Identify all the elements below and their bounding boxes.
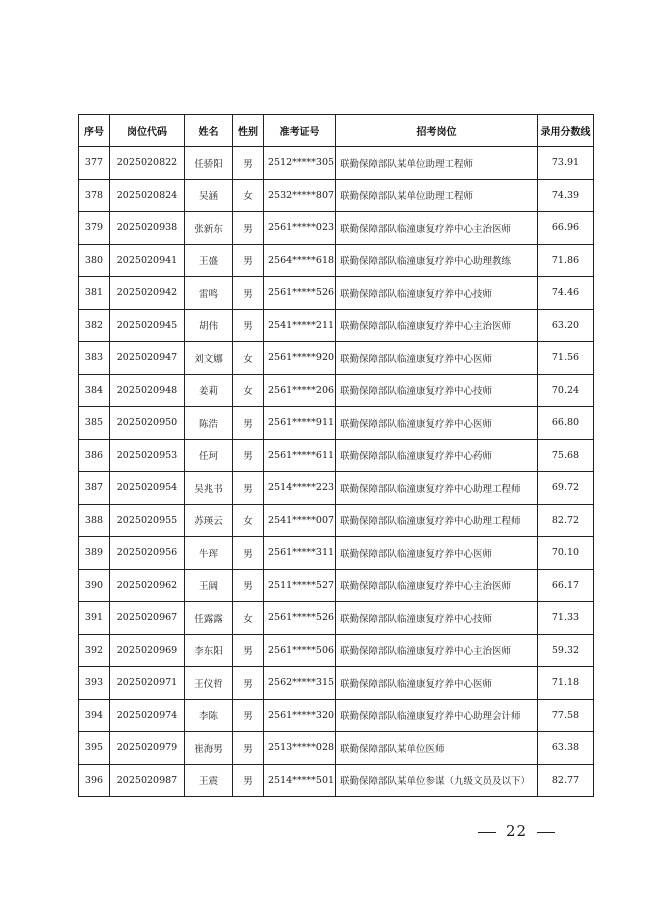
cell-seq: 388 xyxy=(79,504,110,537)
cell-name: 任露露 xyxy=(185,602,233,635)
table-row xyxy=(79,504,594,537)
cell-exam-id: 2512*****305 xyxy=(264,147,336,180)
cell-score: 77.58 xyxy=(538,699,594,732)
cell-name: 苏瑛云 xyxy=(185,504,233,537)
cell-name: 王阔 xyxy=(185,569,233,602)
table-row xyxy=(79,212,594,245)
cell-post-code: 2025020942 xyxy=(110,277,185,310)
cell-seq: 385 xyxy=(79,407,110,440)
cell-gender: 男 xyxy=(233,732,264,765)
cell-name: 任珂 xyxy=(185,439,233,472)
table-row xyxy=(79,147,594,180)
cell-seq: 383 xyxy=(79,342,110,375)
table-row xyxy=(79,277,594,310)
cell-exam-id: 2561*****920 xyxy=(264,342,336,375)
cell-exam-id: 2561*****506 xyxy=(264,634,336,667)
page-footer xyxy=(478,822,568,840)
cell-post-code: 2025020954 xyxy=(110,472,185,505)
cell-seq: 378 xyxy=(79,179,110,212)
cell-score: 71.18 xyxy=(538,667,594,700)
cell-name: 任骄阳 xyxy=(185,147,233,180)
header-seq: 序号 xyxy=(79,115,110,147)
cell-position: 联勤保障部队临潼康复疗养中心医师 xyxy=(336,407,538,440)
cell-gender: 女 xyxy=(233,504,264,537)
table-row xyxy=(79,667,594,700)
cell-post-code: 2025020987 xyxy=(110,764,185,797)
cell-seq: 394 xyxy=(79,699,110,732)
cell-score: 66.80 xyxy=(538,407,594,440)
cell-position: 联勤保障部队临潼康复疗养中心助理会计师 xyxy=(336,699,538,732)
cell-position: 联勤保障部队某单位助理工程师 xyxy=(336,147,538,180)
cell-seq: 382 xyxy=(79,309,110,342)
header-position: 招考岗位 xyxy=(336,115,538,147)
header-name: 姓名 xyxy=(185,115,233,147)
cell-gender: 男 xyxy=(233,309,264,342)
cell-exam-id: 2561*****320 xyxy=(264,699,336,732)
cell-position: 联勤保障部队临潼康复疗养中心助理工程师 xyxy=(336,472,538,505)
table-row xyxy=(79,374,594,407)
cell-name: 牛珲 xyxy=(185,537,233,570)
table-row xyxy=(79,342,594,375)
cell-post-code: 2025020950 xyxy=(110,407,185,440)
cell-seq: 379 xyxy=(79,212,110,245)
cell-seq: 377 xyxy=(79,147,110,180)
cell-name: 刘文娜 xyxy=(185,342,233,375)
admission-table xyxy=(78,114,594,797)
cell-gender: 男 xyxy=(233,439,264,472)
cell-score: 59.32 xyxy=(538,634,594,667)
header-exam-id: 准考证号 xyxy=(264,115,336,147)
cell-position: 联勤保障部队临潼康复疗养中心药师 xyxy=(336,439,538,472)
cell-seq: 393 xyxy=(79,667,110,700)
cell-seq: 391 xyxy=(79,602,110,635)
cell-gender: 男 xyxy=(233,277,264,310)
cell-seq: 380 xyxy=(79,244,110,277)
cell-position: 联勤保障部队临潼康复疗养中心技师 xyxy=(336,277,538,310)
cell-position: 联勤保障部队临潼康复疗养中心技师 xyxy=(336,602,538,635)
cell-name: 王盛 xyxy=(185,244,233,277)
cell-post-code: 2025020969 xyxy=(110,634,185,667)
cell-post-code: 2025020955 xyxy=(110,504,185,537)
cell-name: 胡伟 xyxy=(185,309,233,342)
cell-score: 71.56 xyxy=(538,342,594,375)
cell-score: 66.17 xyxy=(538,569,594,602)
table-row xyxy=(79,634,594,667)
cell-score: 74.46 xyxy=(538,277,594,310)
page-number: 22 xyxy=(506,822,528,840)
cell-exam-id: 2564*****618 xyxy=(264,244,336,277)
cell-seq: 387 xyxy=(79,472,110,505)
cell-name: 吴涵 xyxy=(185,179,233,212)
cell-exam-id: 2511*****527 xyxy=(264,569,336,602)
cell-score: 70.24 xyxy=(538,374,594,407)
cell-name: 陈浩 xyxy=(185,407,233,440)
footer-dash-right xyxy=(537,832,555,833)
cell-gender: 男 xyxy=(233,634,264,667)
cell-score: 82.77 xyxy=(538,764,594,797)
cell-seq: 390 xyxy=(79,569,110,602)
cell-post-code: 2025020938 xyxy=(110,212,185,245)
cell-seq: 396 xyxy=(79,764,110,797)
cell-score: 63.38 xyxy=(538,732,594,765)
cell-post-code: 2025020945 xyxy=(110,309,185,342)
cell-gender: 男 xyxy=(233,147,264,180)
cell-position: 联勤保障部队某单位参谋（九级文员及以下） xyxy=(336,764,538,797)
cell-score: 70.10 xyxy=(538,537,594,570)
cell-gender: 男 xyxy=(233,569,264,602)
cell-score: 71.86 xyxy=(538,244,594,277)
cell-exam-id: 2561*****911 xyxy=(264,407,336,440)
table-row xyxy=(79,439,594,472)
cell-position: 联勤保障部队临潼康复疗养中心医师 xyxy=(336,537,538,570)
cell-exam-id: 2561*****526 xyxy=(264,277,336,310)
header-gender: 性别 xyxy=(233,115,264,147)
cell-exam-id: 2562*****315 xyxy=(264,667,336,700)
table-body xyxy=(79,147,594,797)
header-row xyxy=(79,115,594,147)
cell-seq: 381 xyxy=(79,277,110,310)
cell-gender: 男 xyxy=(233,244,264,277)
cell-exam-id: 2541*****007 xyxy=(264,504,336,537)
cell-name: 王震 xyxy=(185,764,233,797)
cell-gender: 男 xyxy=(233,407,264,440)
cell-position: 联勤保障部队临潼康复疗养中心医师 xyxy=(336,667,538,700)
cell-post-code: 2025020948 xyxy=(110,374,185,407)
cell-name: 吴兆书 xyxy=(185,472,233,505)
cell-seq: 395 xyxy=(79,732,110,765)
cell-score: 63.20 xyxy=(538,309,594,342)
cell-seq: 392 xyxy=(79,634,110,667)
cell-post-code: 2025020824 xyxy=(110,179,185,212)
cell-gender: 男 xyxy=(233,699,264,732)
cell-exam-id: 2541*****211 xyxy=(264,309,336,342)
header-post-code: 岗位代码 xyxy=(110,115,185,147)
cell-gender: 男 xyxy=(233,667,264,700)
cell-exam-id: 2561*****023 xyxy=(264,212,336,245)
cell-exam-id: 2561*****206 xyxy=(264,374,336,407)
cell-position: 联勤保障部队某单位助理工程师 xyxy=(336,179,538,212)
cell-name: 李陈 xyxy=(185,699,233,732)
cell-position: 联勤保障部队临潼康复疗养中心主治医师 xyxy=(336,309,538,342)
cell-post-code: 2025020822 xyxy=(110,147,185,180)
table-row xyxy=(79,732,594,765)
cell-gender: 女 xyxy=(233,342,264,375)
cell-name: 王仪哲 xyxy=(185,667,233,700)
table-row xyxy=(79,244,594,277)
table-row xyxy=(79,569,594,602)
table-row xyxy=(79,537,594,570)
cell-exam-id: 2561*****526 xyxy=(264,602,336,635)
cell-gender: 男 xyxy=(233,472,264,505)
cell-name: 张新东 xyxy=(185,212,233,245)
cell-score: 66.96 xyxy=(538,212,594,245)
cell-seq: 386 xyxy=(79,439,110,472)
cell-score: 74.39 xyxy=(538,179,594,212)
table-row xyxy=(79,309,594,342)
footer-dash-left xyxy=(478,832,496,833)
cell-position: 联勤保障部队临潼康复疗养中心医师 xyxy=(336,342,538,375)
cell-position: 联勤保障部队临潼康复疗养中心助理教练 xyxy=(336,244,538,277)
cell-position: 联勤保障部队临潼康复疗养中心主治医师 xyxy=(336,212,538,245)
cell-position: 联勤保障部队临潼康复疗养中心主治医师 xyxy=(336,569,538,602)
cell-exam-id: 2561*****611 xyxy=(264,439,336,472)
cell-post-code: 2025020971 xyxy=(110,667,185,700)
cell-position: 联勤保障部队临潼康复疗养中心技师 xyxy=(336,374,538,407)
table-row xyxy=(79,764,594,797)
cell-score: 73.91 xyxy=(538,147,594,180)
cell-post-code: 2025020979 xyxy=(110,732,185,765)
cell-post-code: 2025020947 xyxy=(110,342,185,375)
cell-gender: 女 xyxy=(233,602,264,635)
cell-seq: 384 xyxy=(79,374,110,407)
table-row xyxy=(79,602,594,635)
cell-gender: 女 xyxy=(233,374,264,407)
cell-post-code: 2025020953 xyxy=(110,439,185,472)
cell-score: 82.72 xyxy=(538,504,594,537)
cell-gender: 女 xyxy=(233,179,264,212)
cell-score: 75.68 xyxy=(538,439,594,472)
cell-gender: 男 xyxy=(233,212,264,245)
table-row xyxy=(79,179,594,212)
table-row xyxy=(79,407,594,440)
cell-post-code: 2025020974 xyxy=(110,699,185,732)
cell-gender: 男 xyxy=(233,764,264,797)
cell-name: 李东阳 xyxy=(185,634,233,667)
cell-post-code: 2025020941 xyxy=(110,244,185,277)
header-score: 录用分数线 xyxy=(538,115,594,147)
cell-seq: 389 xyxy=(79,537,110,570)
table-row xyxy=(79,472,594,505)
cell-exam-id: 2561*****311 xyxy=(264,537,336,570)
cell-position: 联勤保障部队临潼康复疗养中心助理工程师 xyxy=(336,504,538,537)
cell-name: 姜莉 xyxy=(185,374,233,407)
cell-post-code: 2025020962 xyxy=(110,569,185,602)
cell-name: 雷鸣 xyxy=(185,277,233,310)
table-row xyxy=(79,699,594,732)
cell-position: 联勤保障部队某单位医师 xyxy=(336,732,538,765)
cell-gender: 男 xyxy=(233,537,264,570)
cell-exam-id: 2532*****807 xyxy=(264,179,336,212)
cell-post-code: 2025020956 xyxy=(110,537,185,570)
cell-name: 崔海男 xyxy=(185,732,233,765)
cell-exam-id: 2514*****223 xyxy=(264,472,336,505)
cell-exam-id: 2513*****028 xyxy=(264,732,336,765)
cell-score: 69.72 xyxy=(538,472,594,505)
cell-post-code: 2025020967 xyxy=(110,602,185,635)
cell-position: 联勤保障部队临潼康复疗养中心主治医师 xyxy=(336,634,538,667)
cell-exam-id: 2514*****501 xyxy=(264,764,336,797)
cell-score: 71.33 xyxy=(538,602,594,635)
